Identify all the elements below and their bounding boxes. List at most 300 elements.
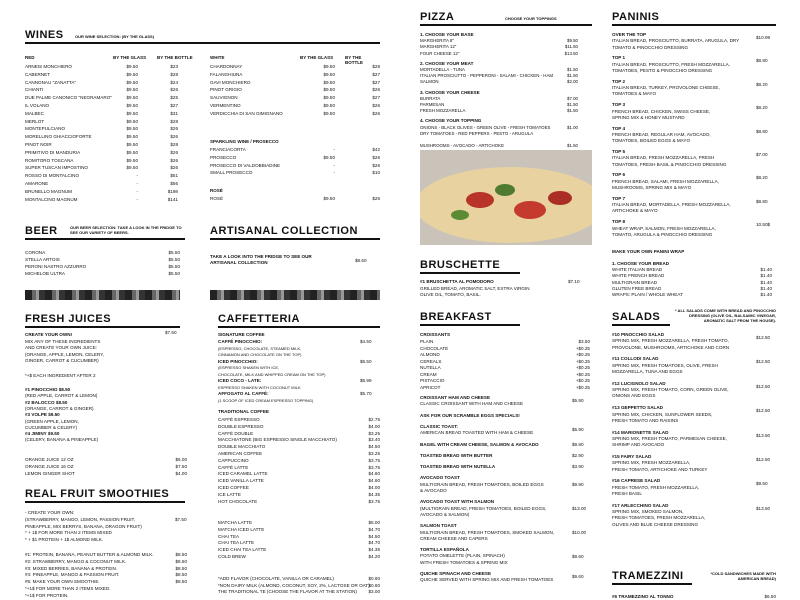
sig-item-desc: CHOCOLATE, MILK AND WHIPPED CREAM ON THE TOP) [218,371,326,377]
section-title: TRAMEZZINI [612,570,684,582]
wine-name: DUE PALME CANONICO "NEGRAMARO" [25,95,112,101]
item-price: +$0.25 [575,358,590,364]
salad-name: #15 FAIRY SALAD [612,454,652,459]
item-name: FRESH MOZZARELLA [420,108,466,114]
item-name: MARGHERITA 8" [420,38,454,44]
sig-item-desc: ESPRESSO SHAKEN WITH COCONUT MILK [218,384,301,390]
salads-note: * ALL SALADS COME WITH BREAD AND PINOCCHIO DRESSING (OLIVE OIL, BALSAMIC VINEGAR, AROMATIC SALT FROM THE HOUSE). [675,308,776,323]
item-price: $4.50 [368,444,380,450]
wine-row [210,87,380,93]
item-name: ORANGE JUICE 12 OZ [25,457,74,462]
middle-column [420,0,592,600]
wine-name: PINOT GRIGIO [210,87,242,93]
wine-name: SMALL PROSECCO [210,170,253,176]
bottle-price: $10 [372,170,380,176]
sparkling-header: SPARKLING WINE / PROSECCO [210,139,279,144]
signature-header: SIGNATURE COFFEE [218,332,265,337]
bottle-price: $26 [372,154,380,160]
tea-item [218,527,380,533]
wine-name: ROSSO DI MONTALCINO [25,173,80,179]
pizza-option [420,102,578,108]
wine-row [210,147,380,153]
beer-item [25,271,180,277]
pizza-option [420,96,578,102]
juice-other [25,464,187,470]
wine-name: PRIMITIVO DI MANDURIA [25,149,81,155]
item-name: #2: STRAWBERRY, MANGO & COCONUT MILK. [25,558,127,564]
wine-row [25,64,185,70]
item-name: GLUTEN FREE BREAD [612,285,662,291]
pizza-option [420,67,578,73]
section-header [612,308,670,326]
pizza-option [420,73,578,79]
sig-item-name: ICED COCO - LATE: [218,378,262,383]
make-own-header: MAKE YOUR OWN PANINI WRAP [612,249,685,254]
wine-row [25,134,185,140]
bottle-price: $26 [372,103,380,108]
breakfast-item-price: $9.60 [572,574,584,580]
item-name: DOUBLE ESPRESSO [218,423,264,429]
item-price: $1.50 [567,108,578,114]
pizza-step-header: 4. CHOOSE YOUR TOPPING [420,118,482,124]
salad-desc: SPRING MIX, FRESH MOZZARELLA, FRESH TOMATO, [612,338,729,344]
wine-row [25,103,185,109]
wine-name: MONTEPULCIANO [25,126,66,132]
panini-desc: TOMATO, ARUGULA & PINOCCHIO DRESSING [612,231,713,237]
coffee-item [218,492,380,498]
item-price: $3.75 [368,498,380,504]
item-price: +$0.25 [575,352,590,357]
item-name: MATCHA ICED LATTE [218,526,265,532]
croissant-item [420,378,590,384]
juice-other [25,457,187,463]
item-name: LEMON GINGER SHOT [25,471,75,476]
bottle-price: $26 [170,134,178,140]
section-header [612,567,692,585]
croissant-item [420,339,590,345]
sig-item-price: $5.70 [360,391,372,396]
bottle-price: $31 [170,110,178,116]
glass-price: $9.50 [126,134,138,140]
item-price: $0.60 [368,576,380,581]
item-price: $1.50 [567,102,578,107]
wine-name: GAVI MONCHIERO [210,79,251,85]
breakfast-item-desc: & AVOCADO [420,488,447,493]
pizza-photo [420,150,592,245]
salad-price: $12.50 [756,383,771,389]
tea-item [218,520,380,526]
salad-price: $9.50 [756,481,768,487]
sig-item-desc: (ESPRESSO, CHOCOLATE, STEAMED MILK, [218,345,302,351]
breakfast-item-desc: (MULTIGRAIN BREAD, FRESH TOMATOES, BOILED EGGS, [420,505,547,511]
bottle-price: $24 [170,79,178,85]
item-name: MUSHROOMS - AVOCADO - ARTICHOKE [420,143,504,149]
bottle-price: $25 [170,95,178,101]
coffee-addon [218,583,380,589]
juice-create: CREATE YOUR OWN! [25,332,73,337]
juice-item: (CELERY, BANANA & PINEAPPLE) [25,437,99,443]
item-price: $8.50 [175,565,187,571]
item-price: $3.75 [368,464,380,470]
item-price: $1.40 [760,292,772,298]
wine-row [25,142,185,148]
salad-price: $12.50 [756,359,771,365]
item-price: $5.50 [168,271,180,276]
breakfast-item-desc: AMERICAN BREAD TOASTED WITH HAM & CHEESE [420,430,534,436]
item-price: $1.40 [760,279,772,285]
glass-price: $9.50 [323,110,335,116]
glass-price: - [333,170,335,176]
section-header [25,222,185,240]
glass-price: $9.50 [323,196,335,201]
panini-name: TOP 7 [612,195,626,201]
bottle-price: $26 [170,157,178,163]
section-title: ARTISANAL COLLECTION [210,225,358,237]
item-price: $4.35 [368,491,380,497]
item-price: +$0.25 [575,345,590,351]
item-price: $1.50 [567,143,578,149]
item-name: STELLA ARTOIS [25,257,60,262]
salad-desc: FRESH TOMATO, ARTICHOKE AND TURKEY [612,466,708,472]
item-name: CAPPUCCINO [218,457,249,463]
panini-price: $8.80 [756,128,768,134]
breakfast-item-price: $9.60 [572,553,584,559]
croissant-item [420,365,590,371]
wine-row [210,80,380,86]
panini-name: TOP 5 [612,149,626,154]
breakfast-item-desc: CLASSIC CROISSANT WITH HAM AND CHEESE [420,401,524,407]
wine-row [210,111,380,117]
breakfast-item-name: CLASSIC TOAST: [420,423,458,429]
croissant-item [420,372,590,378]
juice-item: #1 PINOCCHIO $8.50 [25,387,71,392]
item-price: $5.50 [168,257,180,262]
item-name: ITALIAN PROSCIUTTO - PEPPERONI - SALAMI - CHICKEN - HAM [420,73,554,79]
item-name: MARGHERITA 12" [420,44,457,50]
breakfast-item-desc: QUICHE SERVED WITH SPRING MIX AND FRESH TOMATOES [420,577,554,583]
wine-row [210,64,380,70]
item-name: CHAI TEA LATTE [218,540,255,546]
section-header [612,8,776,26]
juice-item: (RED APPLE, CARROT & LEMON) [25,393,98,399]
glass-price: $9.50 [126,79,138,85]
wine-name: CHIANTI [25,87,44,93]
wine-row [210,196,380,202]
smoothie-desc: * + 1$ FOR MORE THAN 2 ITEMS MIXED [25,530,112,535]
sig-item-desc: CINNAMON AND CHOCOLATE ON THE TOP) [218,352,302,357]
glass-price: $9.50 [126,142,138,147]
panini-price: $8.80 [756,198,768,204]
smoothie-item [25,593,187,599]
wine-row [210,72,380,78]
wine-name: CABERNET [25,71,51,77]
item-name: #6 TRAMEZZINO AL TONNO [612,594,674,599]
item-price: $0.60 [368,582,380,588]
bottle-price: $28 [170,71,178,77]
rose-header: ROSÉ [210,188,223,193]
bottle-price: $26 [372,196,380,201]
by-bottle-header: BY THE BOTTLE [157,55,193,60]
item-price: $4.60 [368,478,380,484]
item-name: PISTACCIO [420,378,445,383]
wine-row [25,181,185,187]
sig-item-name: AFFOGATO AL CAFFÉ: [218,391,269,396]
wine-row [210,170,380,176]
bread-item [612,273,772,279]
glass-price: - [136,196,138,202]
tea-item [218,540,380,546]
item-price: $3.40 [368,437,380,443]
panini-desc: TOMATOES & MAYO [612,91,657,97]
wine-name: PROSECCO DI VALDOBBIADINE [210,162,281,168]
item-price: $13.50 [564,50,578,56]
bottle-price: $23 [170,64,178,69]
wine-row [210,103,380,109]
bruschetta-name: #1 BRUSCHETTA AL POMODORO [420,279,494,284]
item-name: WRAPS: PLAIN / WHOLE WHEAT [612,292,683,298]
salad-name: #17 ARLECCHINO SALAD [612,502,669,508]
item-price: $4.20 [368,554,380,559]
glass-price: $9.50 [126,87,138,93]
wine-row [25,158,185,164]
bottle-price: $27 [372,71,380,77]
panini-price: 10.50$ [756,222,771,228]
bottle-price: $27 [372,95,380,101]
wine-row [25,119,185,125]
breakfast-item-desc: POTATO OMELETTE (PLAIN, SPINACH) [420,553,505,559]
breakfast-item-price: $2.90 [572,452,584,458]
item-name: THE TRADITIONAL TE (CHOOSE THE FLAVOR AT THE STATION) [218,589,357,594]
wine-row [25,72,185,78]
item-price: $4.50 [368,533,380,539]
item-price: $8.50 [175,552,187,557]
salad-price: $12.50 [756,408,771,414]
wine-name: FALANGHIUNA [210,71,243,77]
salad-name: #12 LUCIGNOLO SALAD [612,380,666,386]
smoothie-item [25,559,187,565]
breakfast-item-name: AVOCADO TOAST [420,475,460,481]
item-name: *+1$ FOR PROTEIN. [25,592,69,598]
item-price: $4.00 [368,423,380,429]
artisanal-price: $8.50 [355,258,367,263]
breakfast-item-name: BAGEL WITH CREAM CHEESE, SALMON & AVOCADO [420,441,539,447]
glass-price: $9.50 [126,103,138,108]
sig-item-desc: (ESPRESSO SHAKEN WITH ICE, [218,365,280,370]
item-price: $6.00 [175,457,187,462]
panini-desc: ARTICHOKE & MAYO [612,208,658,214]
panini-name: OVER THE TOP [612,32,647,37]
section-header [25,485,185,503]
breakfast-item-name: TOASTED BREAD WITH BUTTER [420,452,493,458]
wine-name: VERMENTINO [210,103,241,108]
salad-name: #16 CAPRESE SALAD [612,478,661,484]
item-name: #5: MAKE YOUR OWN SMOOTHIE. [25,579,100,585]
wine-name: BRUNELLO MAGNUM [25,188,72,194]
item-price: $4.70 [368,540,380,546]
glass-price: $9.50 [323,154,335,160]
white-header: WHITE [210,55,225,60]
juice-desc: MIX ANY OF THESE INGREDIENTS [25,339,101,344]
item-name: MACCHIATONE (BIG ESPRESSO SINGLE MACCHIATO) [218,437,337,443]
tramezzini-note: *COLD SANDWICHES MADE WITH AMERICAN BREAD) [710,571,776,581]
panini-desc: WHEAT WRAP, SALMON, FRESH MOZZARELLA, [612,225,716,231]
panini-desc: TOMATOES, BOILED EGGS & MAYO [612,138,691,144]
panini-price: $8.80 [756,58,768,64]
item-name: APRICOT [420,384,441,390]
bottle-price: $51 [170,173,178,179]
juice-desc: (ORANGE, APPLE, LEMON, CELERY, [25,351,104,357]
bruschetta-price: $7.10 [568,279,580,284]
wine-name: PROSECCO [210,154,237,160]
panini-desc: FRENCH BREAD, REGULAR HAM, AVOCADO, [612,131,711,137]
glass-price: $9.50 [126,126,138,132]
glass-price: $9.50 [126,149,138,155]
glass-price: $9.50 [126,157,138,163]
wine-name: MONTALCINO MAGNUM [25,196,78,202]
panini-price: $10.99 [756,35,771,40]
coffee-addon [218,589,380,595]
bottle-price: $26 [170,149,178,155]
wine-name: SAUVIGNON [210,95,238,101]
item-price: $5.00 [368,520,380,525]
salad-desc: FRESH TOMATOES, FRESH MOZZARELLA, [612,515,706,521]
wine-row [210,155,380,161]
wine-name: ARNEIS MONCHIERO [25,64,72,69]
item-name: WHITE FRENCH BREAD [612,273,665,279]
decorative-image-strip [210,290,380,300]
item-name: MICHELOB ULTRA [25,271,65,276]
pizza-step-header: 1. CHOOSE YOUR BASE [420,32,474,37]
item-name: ICED VANILLA LATTE [218,478,264,484]
panini-price: $8.20 [756,81,768,87]
item-name: ONIONS - BLACK OLIVES - GREEN OLIVE - FRESH TOMATOES [420,124,551,130]
wine-row [25,87,185,93]
item-price: $4.35 [368,547,380,553]
breakfast-item-name: AVOCADO TOAST WITH SALMON [420,499,495,505]
glass-price: $9.50 [323,64,335,69]
salad-name: #10 PINOCCHIO SALAD [612,332,665,337]
wine-row [25,197,185,203]
section-subtitle: OUR WINE SELECTION: (BY THE GLASS) [75,34,155,39]
item-price: $8.50 [175,558,187,564]
panini-desc: FRENCH BREAD, SALAMI, FRESH MOZZARELLA, [612,178,719,184]
item-price: $11.50 [564,44,578,50]
tramezzini-item [612,594,776,600]
item-name: *ADD FLAVOR (CHOCOLATE, VANILLA OR CARAMEL) [218,576,334,581]
item-price: +$0.25 [575,371,590,377]
item-name: NUTELLA [420,365,441,370]
sig-item-price: $4.50 [360,339,372,344]
bottle-price: $27 [372,79,380,85]
salad-desc: ONIONS AND EGGS [612,393,656,399]
salad-desc: SHRIMP AND AVOCADO [612,442,665,448]
glass-price: $9.50 [323,79,335,85]
section-header [420,256,520,274]
artisanal-text: TAKE A LOOK INTO THE FRIDGE TO SEE OUR ARTISANAL COLLECTION [210,254,312,265]
item-price: +$0.25 [575,378,590,383]
pizza-option [420,125,578,131]
smoothie-create: - CREATE YOUR OWN: [25,510,75,515]
smoothie-item [25,586,187,592]
salad-desc: SPRING MIX, FRESH TOMATO, PARMESAN CHEESE, [612,435,727,441]
pizza-option [420,108,578,114]
breakfast-item-name: TOASTED BREAD WITH NUTELLA [420,464,496,470]
glass-price: $9.50 [323,71,335,77]
panini-desc: FRENCH BREAD, CHICKEN, SWISS CHEESE, [612,108,711,114]
item-name: BURRATA [420,95,441,101]
coffee-item [218,444,380,450]
croissant-item [420,352,590,358]
salad-desc: SPRING MIX, FRESH TOMATOES, OLIVE, FRESH [612,362,718,368]
salad-desc: MOZZARELLA, TUNA AND EGGS [612,369,683,374]
smoothie-desc: (STRAWBERRY, MANGO, LEMON, PASSION FRUIT, [25,517,136,522]
item-name: *+1$ FOR MORE THAN 2 ITEMS MIXED. [25,586,111,591]
item-price: $8.50 [175,572,187,578]
section-header [25,310,180,328]
panini-name: TOP 8 [612,219,626,225]
wine-name: CANNONAU "ZANATTA" [25,79,77,85]
section-title: BEER [25,225,58,237]
coffee-item [218,431,380,437]
item-price: $4.00 [368,485,380,490]
item-price: +$0.25 [575,384,590,390]
bottle-price: $28 [170,142,178,147]
juice-item: #3 VOLPE $9.50 [25,412,60,418]
salad-desc: SPRING MIX, FRESH MOZZARELLA, [612,460,691,466]
section-header [25,26,380,44]
salad-desc: SPRING MIX, CHICKEN, SUNFLOWER SEEDS, [612,411,713,417]
item-name: CAFFÉ LATTE [218,464,249,470]
panini-desc: ITALIAN BREAD, PROSCIUTTO, BURRATA, ARUGULA, DRY [612,38,740,44]
right-column [612,0,776,600]
smoothie-desc: PINEAPPLE, MIX BERRYS, BANANA, DRAGON FRUIT) [25,523,142,529]
panini-price: $8.20 [756,175,768,181]
coffee-item [218,485,380,491]
panini-price: $8.20 [756,105,768,111]
smoothie-item [25,552,187,558]
breakfast-item-name: SALMON TOAST [420,523,457,529]
breakfast-item-desc: MULTIGRAIN BREAD, FRESH TOMATOES, BOILED EGGS [420,481,544,487]
glass-price: - [136,181,138,186]
smoothie-create-price: $7.50 [175,517,187,522]
bottle-price: $27 [170,103,178,108]
left-column [25,0,380,600]
salad-name: #11 COLLODI SALAD [612,356,659,362]
item-name: FOUR CHEESE 12" [420,50,460,56]
breakfast-item-price: $9.90 [572,481,584,487]
bottle-price: $28 [170,118,178,124]
item-price: $6.50 [764,594,776,599]
item-name: MULTIGRAIN BREAD [612,279,658,285]
by-glass-header: BY THE GLASS [300,55,334,60]
bread-item [612,280,772,286]
section-title: CAFFETTERIA [218,313,300,325]
section-title: WINES [25,29,64,41]
smoothie-item [25,572,187,578]
item-name: ICED CARAMEL LATTE [218,471,268,477]
item-price: $5.50 [168,264,180,269]
salad-desc: FRESH TOMATO AND RAISINS [612,417,679,423]
item-price: $5.50 [168,250,180,255]
salad-desc: SPRING MIX, SMOKED SALMON, [612,509,684,515]
panini-desc: ITALIAN BREAD, PROSCIUTTO, FRESH MOZZARELLA, [612,61,731,67]
wine-row [25,111,185,117]
croissants-header: CROISSANTS [420,332,451,337]
section-header [420,308,520,326]
glass-price: - [333,162,335,168]
sig-item-desc: (1 SCOOP OF ICED CREAM ESPRESSO TOPPING) [218,397,314,403]
wine-row [25,189,185,195]
